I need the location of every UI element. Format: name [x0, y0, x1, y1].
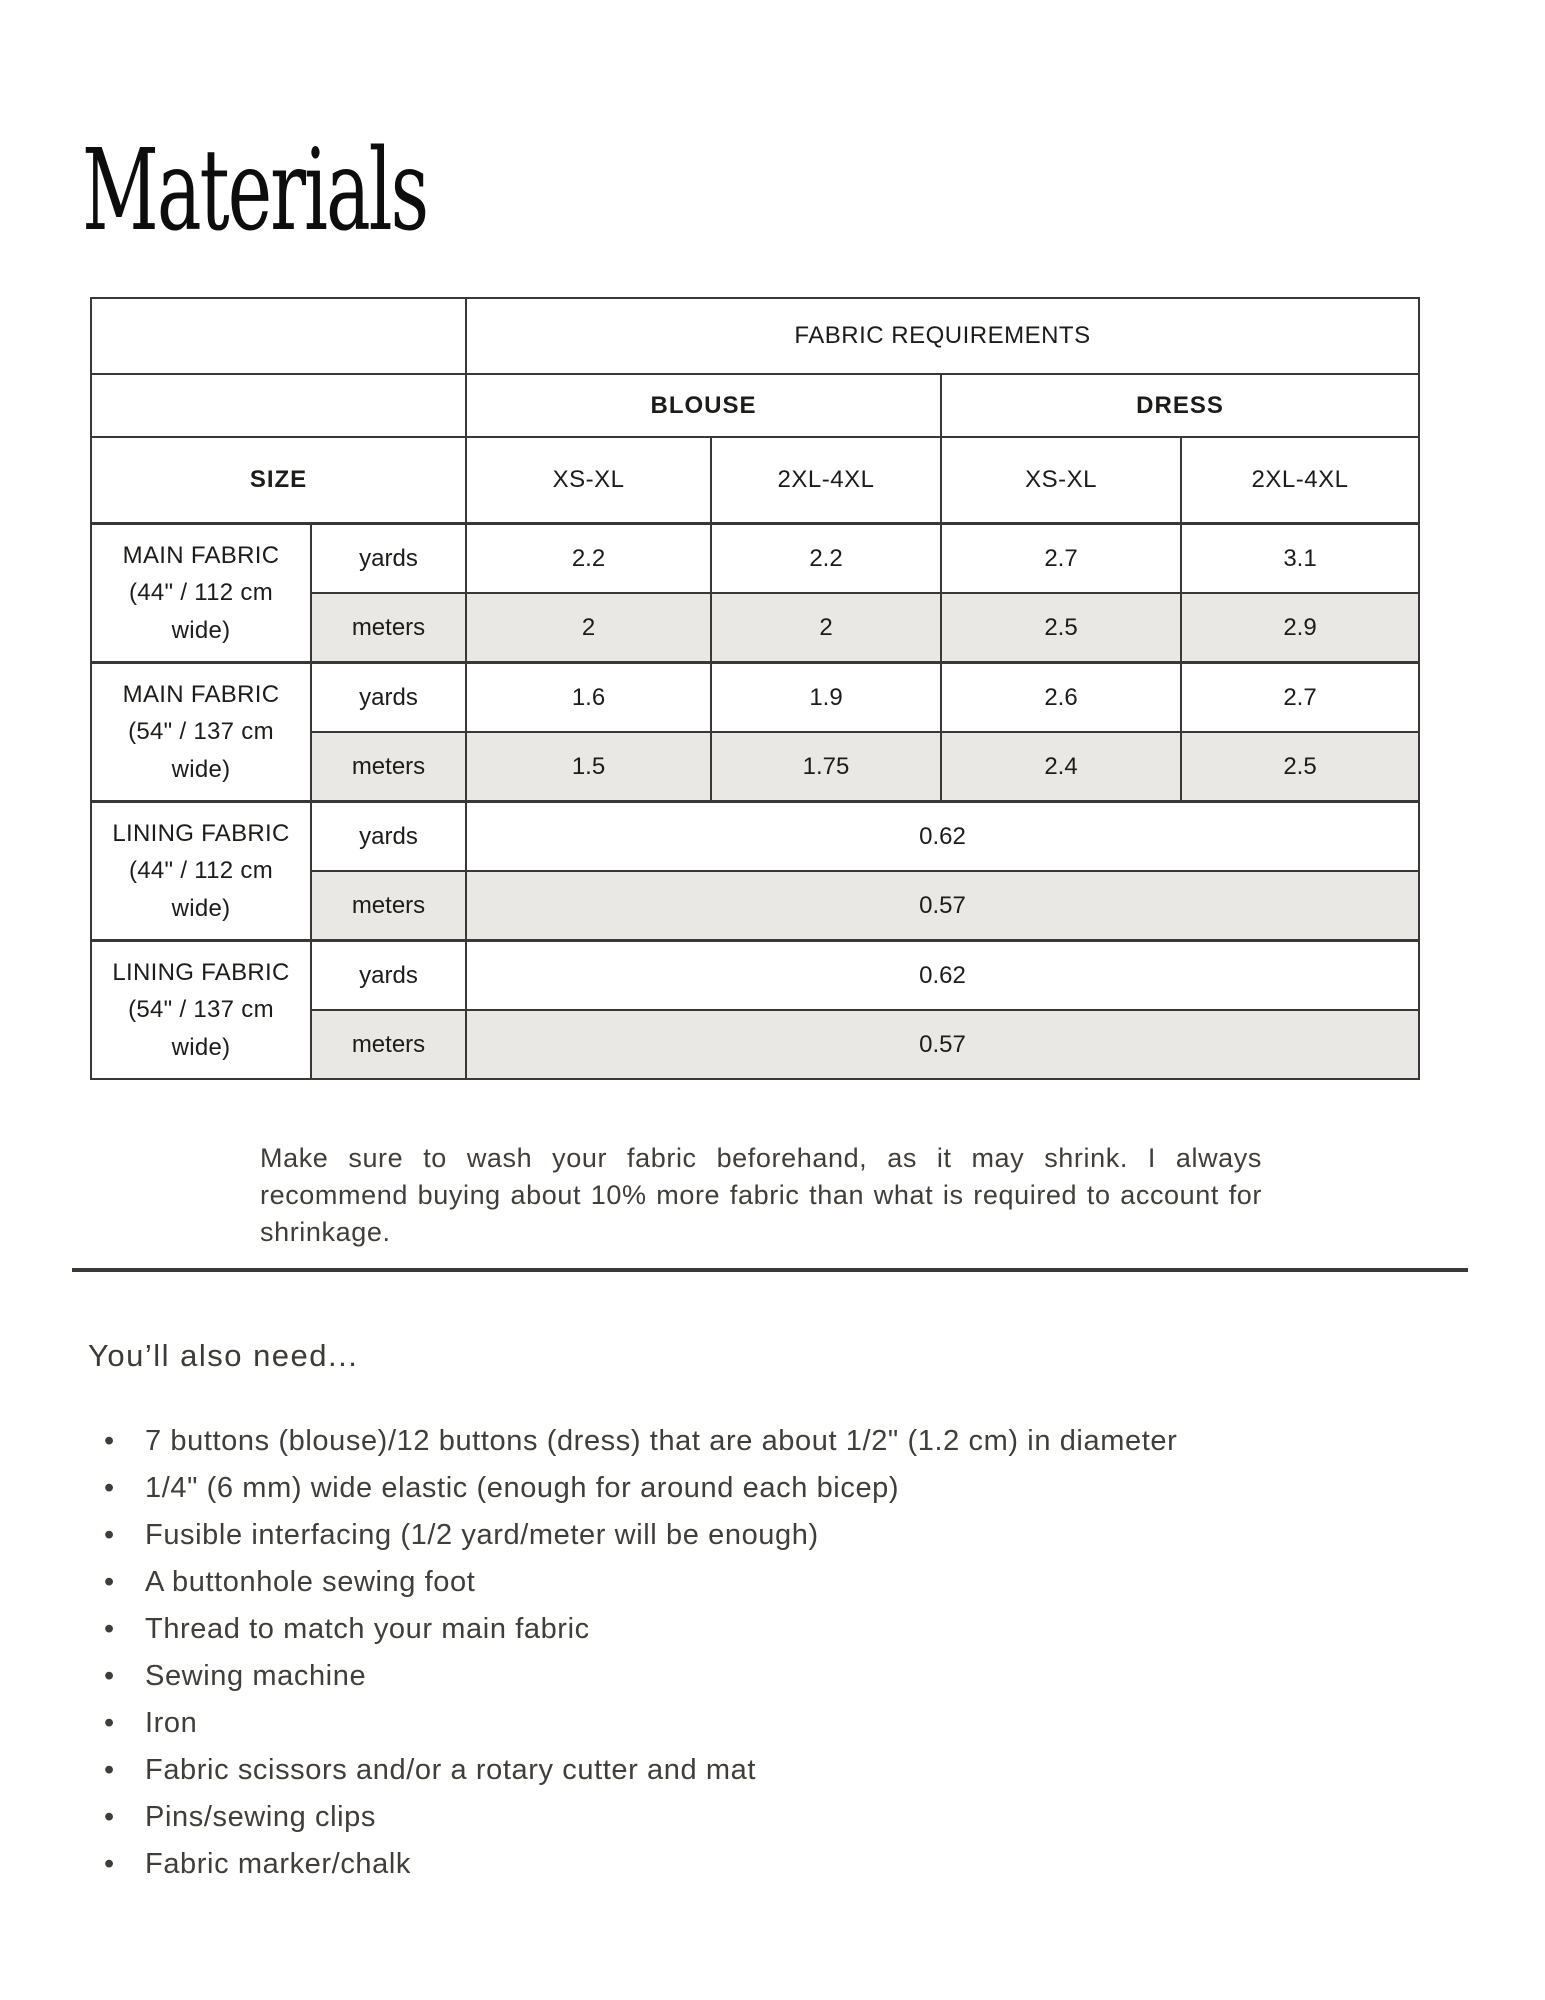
fabric-width-note: (54" / 137 cm wide)	[128, 996, 274, 1061]
bullet-icon: •	[104, 1566, 115, 1598]
bullet-icon: •	[104, 1848, 115, 1880]
value-cell: 0.57	[466, 1010, 1419, 1079]
list-item-text: Fabric scissors and/or a rotary cutter and mat	[145, 1754, 757, 1786]
list-item	[88, 1700, 1395, 1747]
fabric-name-cell	[91, 802, 311, 941]
value-cell: 2.2	[466, 524, 711, 594]
list-item-text: Sewing machine	[145, 1660, 367, 1692]
size-label: SIZE	[91, 437, 466, 524]
spacer-cell	[91, 374, 466, 437]
list-item-text: Fusible interfacing (1/2 yard/meter will be enough)	[145, 1519, 819, 1551]
list-item	[88, 1512, 1395, 1559]
list-item	[88, 1653, 1395, 1700]
list-item	[88, 1841, 1395, 1888]
size-header: XS-XL	[466, 437, 711, 524]
value-cell: 2.9	[1181, 593, 1419, 663]
spacer-cell	[91, 298, 466, 374]
bullet-icon: •	[104, 1425, 115, 1457]
fabric-name: LINING FABRIC	[112, 959, 290, 987]
list-item-text: 7 buttons (blouse)/12 buttons (dress) that are about 1/2" (1.2 cm) in diameter	[145, 1425, 1178, 1457]
value-cell: 2.7	[1181, 663, 1419, 733]
bullet-icon: •	[104, 1613, 115, 1645]
value-cell: 2.2	[711, 524, 941, 594]
list-item	[88, 1559, 1395, 1606]
value-cell: 3.1	[1181, 524, 1419, 594]
value-cell: 1.5	[466, 732, 711, 802]
page-title: Materials	[82, 126, 428, 257]
list-item-text: Iron	[145, 1707, 198, 1739]
list-item-text: Pins/sewing clips	[145, 1801, 377, 1833]
bullet-icon: •	[104, 1754, 115, 1786]
fabric-name-cell	[91, 524, 311, 663]
value-cell: 2	[466, 593, 711, 663]
fabric-name: LINING FABRIC	[112, 820, 290, 848]
value-cell: 0.62	[466, 941, 1419, 1011]
value-cell: 2	[711, 593, 941, 663]
also-need-heading: You’ll also need...	[88, 1338, 359, 1373]
list-item	[88, 1794, 1395, 1841]
size-header: 2XL-4XL	[711, 437, 941, 524]
value-cell: 1.6	[466, 663, 711, 733]
also-need-list	[88, 1418, 1395, 1888]
list-item	[88, 1747, 1395, 1794]
fabric-name: MAIN FABRIC	[122, 681, 280, 709]
list-item	[88, 1465, 1395, 1512]
size-header: 2XL-4XL	[1181, 437, 1419, 524]
value-cell: 2.5	[941, 593, 1181, 663]
value-cell: 2.5	[1181, 732, 1419, 802]
bullet-icon: •	[104, 1519, 115, 1551]
value-cell: 2.7	[941, 524, 1181, 594]
list-item	[88, 1606, 1395, 1653]
unit-label: yards	[311, 802, 466, 872]
unit-label: meters	[311, 593, 466, 663]
value-cell: 2.4	[941, 732, 1181, 802]
value-cell: 1.75	[711, 732, 941, 802]
bullet-icon: •	[104, 1801, 115, 1833]
list-item-text: Fabric marker/chalk	[145, 1848, 412, 1880]
unit-label: yards	[311, 524, 466, 594]
fabric-name-cell	[91, 663, 311, 802]
fabric-width-note: (44" / 112 cm wide)	[128, 857, 274, 922]
value-cell: 0.57	[466, 871, 1419, 941]
fabric-note: Make sure to wash your fabric beforehand, as it may shrink. I always recommend buying about 10% more fabric than what is required to account for shrinkage.	[260, 1143, 1262, 1247]
unit-label: meters	[311, 871, 466, 941]
fabric-name: MAIN FABRIC	[122, 542, 280, 570]
table-title: FABRIC REQUIREMENTS	[466, 298, 1419, 374]
fabric-requirements-table	[90, 297, 1420, 1080]
bullet-icon: •	[104, 1472, 115, 1504]
list-item-text: Thread to match your main fabric	[145, 1613, 590, 1645]
list-item-text: A buttonhole sewing foot	[145, 1566, 476, 1598]
unit-label: meters	[311, 732, 466, 802]
value-cell: 0.62	[466, 802, 1419, 872]
section-divider	[72, 1268, 1468, 1272]
value-cell: 2.6	[941, 663, 1181, 733]
value-cell: 1.9	[711, 663, 941, 733]
list-item	[88, 1418, 1395, 1465]
bullet-icon: •	[104, 1660, 115, 1692]
fabric-name-cell	[91, 941, 311, 1080]
garment-header-dress: DRESS	[941, 374, 1419, 437]
unit-label: yards	[311, 663, 466, 733]
garment-header-blouse: BLOUSE	[466, 374, 941, 437]
bullet-icon: •	[104, 1707, 115, 1739]
unit-label: meters	[311, 1010, 466, 1079]
fabric-width-note: (54" / 137 cm wide)	[128, 718, 274, 783]
unit-label: yards	[311, 941, 466, 1011]
size-header: XS-XL	[941, 437, 1181, 524]
fabric-width-note: (44" / 112 cm wide)	[128, 579, 274, 644]
list-item-text: 1/4" (6 mm) wide elastic (enough for around each bicep)	[145, 1472, 900, 1504]
